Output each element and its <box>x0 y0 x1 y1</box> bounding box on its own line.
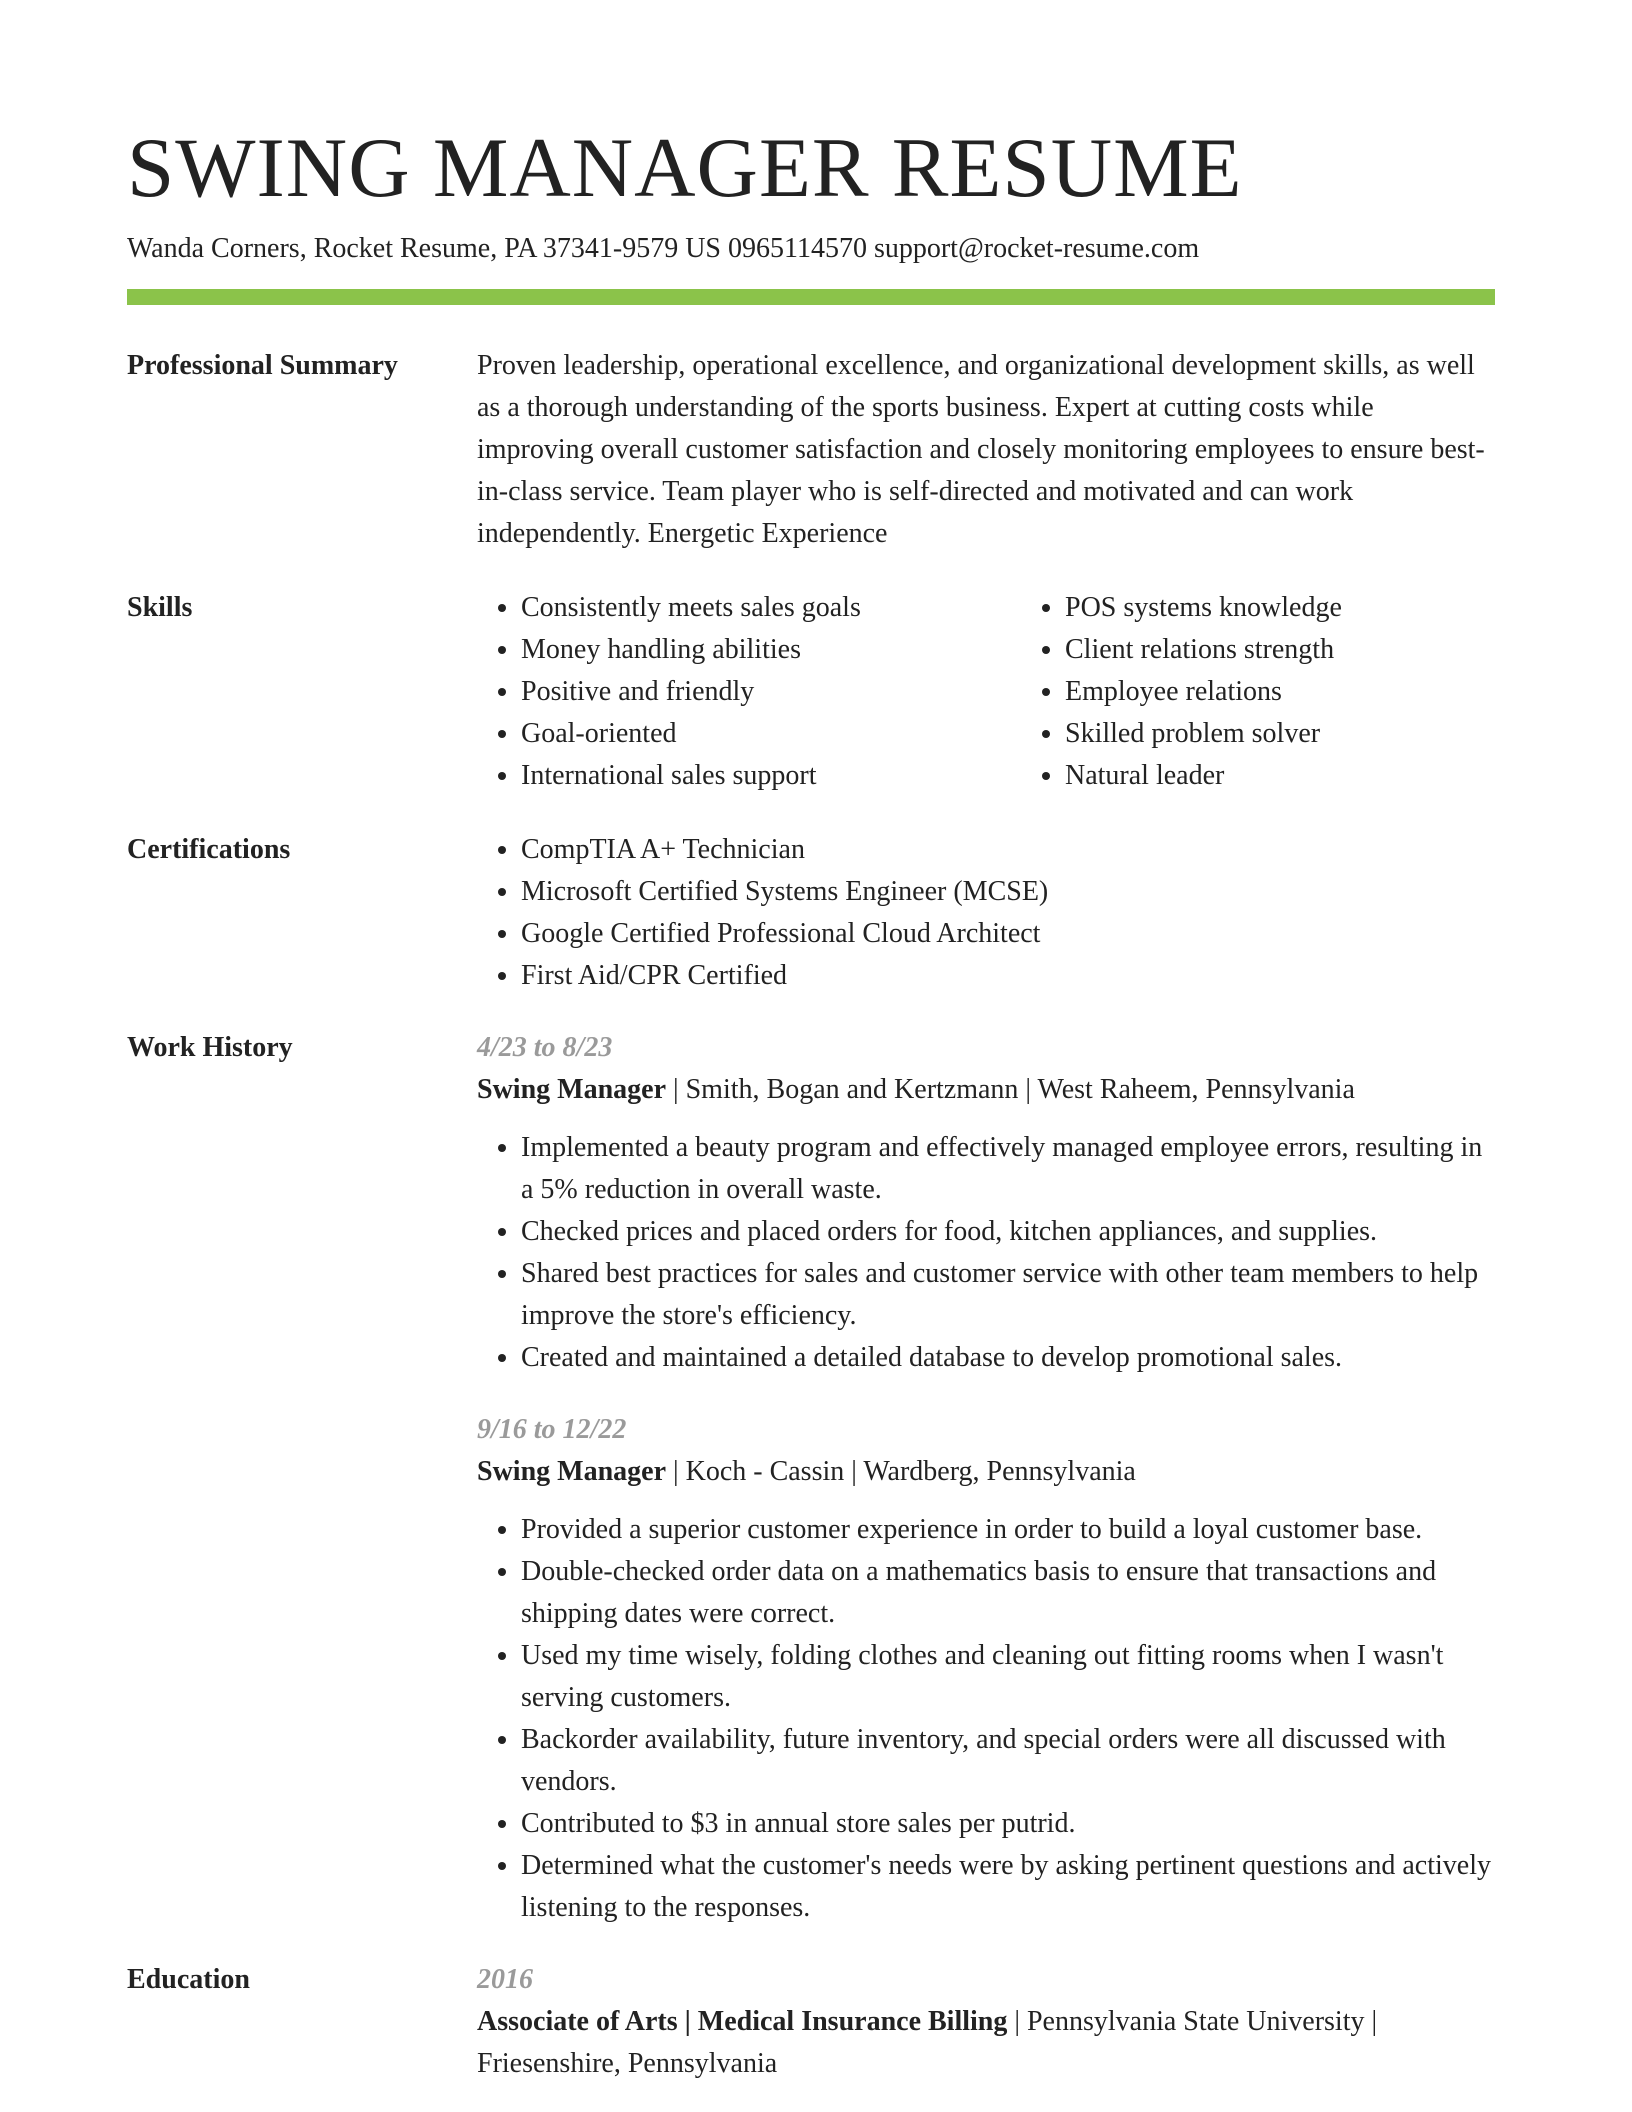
job-dates: 4/23 to 8/23 <box>477 1032 613 1063</box>
accent-divider <box>127 289 1495 305</box>
job-bullets <box>477 1509 1495 1929</box>
job-title-line <box>477 1451 1495 1493</box>
certifications-content <box>477 829 1495 997</box>
education-section <box>127 1959 1495 2085</box>
skill-item: • Money handling abilities <box>521 629 1021 671</box>
summary-content <box>477 345 1495 555</box>
education-degree: Associate of Arts | Medical Insurance Billing <box>477 2006 1008 2037</box>
job-title-line <box>477 1069 1495 1111</box>
skill-item: • International sales support <box>521 755 1021 797</box>
skill-item: • Employee relations <box>1065 671 1565 713</box>
job-bullet: • Backorder availability, future inventory, and special orders were all discussed with vendors. <box>521 1719 1495 1803</box>
education-line <box>477 2001 1495 2085</box>
job-entry <box>477 1409 1495 1929</box>
resume-title: SWING MANAGER RESUME <box>127 121 1243 215</box>
job-bullet: • Used my time wisely, folding clothes and cleaning out fitting rooms when I wasn't serving customers. <box>521 1635 1495 1719</box>
summary-text: Proven leadership, operational excellence, and organizational development skills, as well as a thorough understanding of the sports business. Expert at cutting costs while improving overall customer satisfaction and closely monitoring employees to ensure best-in-class service. Team player who is self-directed and motivated and can work independently. Energetic Experience <box>477 350 1485 549</box>
certification-item: • Google Certified Professional Cloud Architect <box>521 913 1495 955</box>
skill-item: • Client relations strength <box>1065 629 1565 671</box>
resume-page <box>127 0 1495 2085</box>
education-year: 2016 <box>477 1964 533 1995</box>
education-school-location: | Pennsylvania State University | Friesenshire, Pennsylvania <box>477 2006 1378 2079</box>
skills-lists <box>477 587 1565 797</box>
certifications-list <box>477 829 1495 997</box>
work-history-content <box>477 1027 1495 1929</box>
job-bullet: • Determined what the customer's needs were by asking pertinent questions and actively listening to the responses. <box>521 1845 1495 1929</box>
job-role: Swing Manager <box>477 1074 666 1105</box>
section-label-skills: Skills <box>127 592 193 623</box>
section-label-certifications: Certifications <box>127 834 291 865</box>
skills-section <box>127 587 1495 797</box>
skills-list-right <box>1021 587 1565 797</box>
skill-item: • Natural leader <box>1065 755 1565 797</box>
skills-list-left <box>477 587 1021 797</box>
section-label-education: Education <box>127 1964 250 1995</box>
job-bullet: • Shared best practices for sales and customer service with other team members to help improve the store's efficiency. <box>521 1253 1495 1337</box>
job-bullet: • Double-checked order data on a mathematics basis to ensure that transactions and shipping dates were correct. <box>521 1551 1495 1635</box>
certifications-section <box>127 829 1495 997</box>
education-content <box>477 1959 1495 2085</box>
certification-item: • CompTIA A+ Technician <box>521 829 1495 871</box>
job-bullet: • Implemented a beauty program and effectively managed employee errors, resulting in a 5% reduction in overall waste. <box>521 1127 1495 1211</box>
job-bullet: • Provided a superior customer experience in order to build a loyal customer base. <box>521 1509 1495 1551</box>
skill-item: • Skilled problem solver <box>1065 713 1565 755</box>
skill-item: • POS systems knowledge <box>1065 587 1565 629</box>
skill-item: • Positive and friendly <box>521 671 1021 713</box>
section-label-summary: Professional Summary <box>127 350 398 381</box>
section-label-work: Work History <box>127 1032 293 1063</box>
job-bullet: • Created and maintained a detailed database to develop promotional sales. <box>521 1337 1495 1379</box>
job-role: Swing Manager <box>477 1456 666 1487</box>
job-bullet: • Contributed to $3 in annual store sales per putrid. <box>521 1803 1495 1845</box>
skill-item: • Goal-oriented <box>521 713 1021 755</box>
job-bullet: • Checked prices and placed orders for food, kitchen appliances, and supplies. <box>521 1211 1495 1253</box>
skill-item: • Consistently meets sales goals <box>521 587 1021 629</box>
job-dates: 9/16 to 12/22 <box>477 1414 627 1445</box>
work-history-section <box>127 1027 1495 1929</box>
summary-section <box>127 345 1495 555</box>
certification-item: • First Aid/CPR Certified <box>521 955 1495 997</box>
job-bullets <box>477 1127 1495 1379</box>
job-employer-location: | Smith, Bogan and Kertzmann | West Raheem, Pennsylvania <box>666 1074 1355 1105</box>
job-entry <box>477 1027 1495 1379</box>
certification-item: • Microsoft Certified Systems Engineer (MCSE) <box>521 871 1495 913</box>
contact-line: Wanda Corners, Rocket Resume, PA 37341-9579 US 0965114570 support@rocket-resume.com <box>127 233 1200 264</box>
job-employer-location: | Koch - Cassin | Wardberg, Pennsylvania <box>666 1456 1136 1487</box>
